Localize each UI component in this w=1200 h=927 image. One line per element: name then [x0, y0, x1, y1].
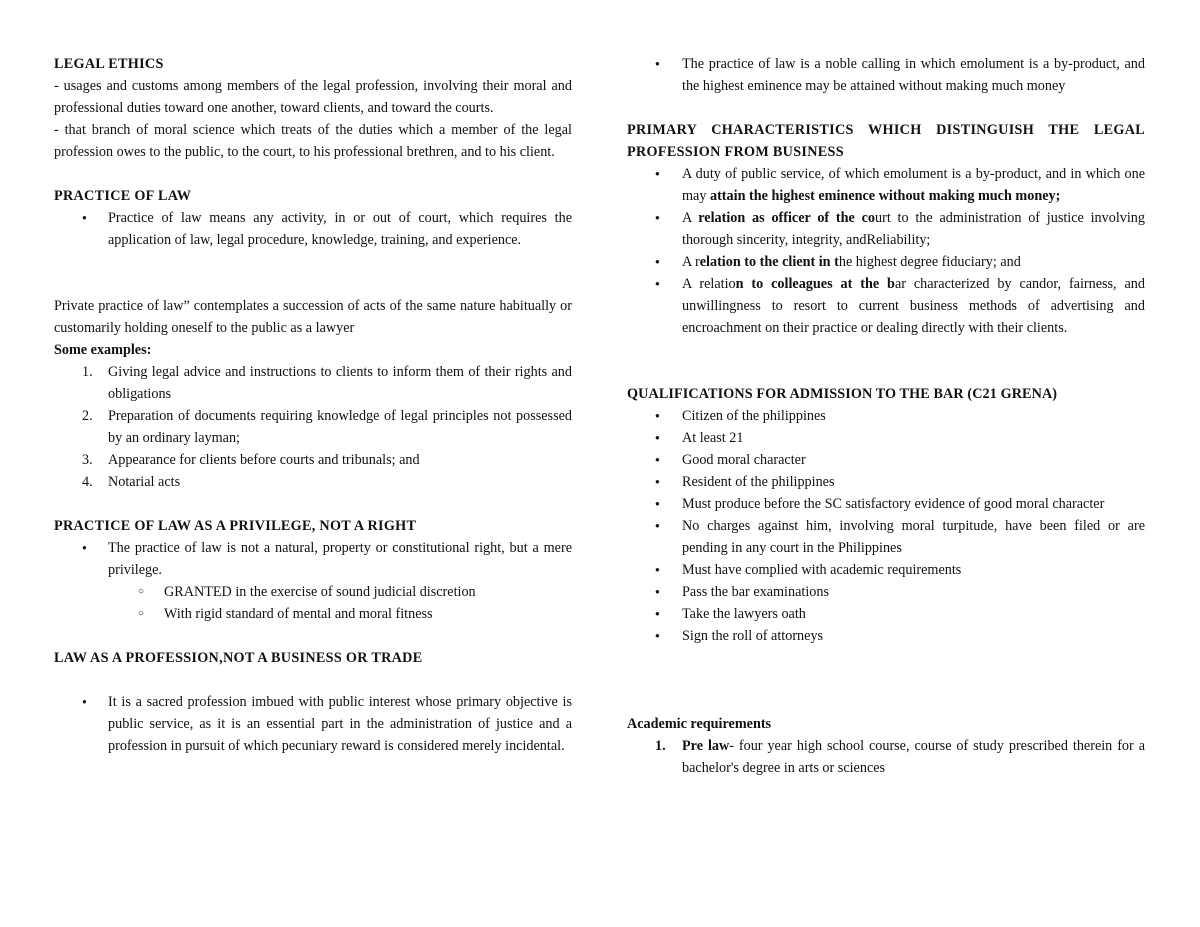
- sub-list-item: ○ With rigid standard of mental and moral fitness: [54, 603, 572, 625]
- list-item: ● At least 21: [627, 427, 1145, 449]
- list-item: ● Must produce before the SC satisfactory evidence of good moral character: [627, 493, 1145, 515]
- list-item: ● Take the lawyers oath: [627, 603, 1145, 625]
- practice-of-law-heading: PRACTICE OF LAW: [54, 188, 192, 204]
- list-item: ● Must have complied with academic requirements: [627, 559, 1145, 581]
- list-item: [627, 735, 1145, 779]
- item-bold-text: attain the highest eminence without making much money;: [709, 188, 1061, 204]
- list-item: ● Citizen of the philippines: [627, 405, 1145, 427]
- academic-list: [627, 735, 1145, 779]
- examples-label: Some examples:: [54, 342, 152, 358]
- list-item: [54, 361, 572, 405]
- item-bold-text: Pre law: [682, 738, 730, 754]
- list-item: ● The practice of law is a noble calling in which emolument is a by-product, and the highest eminence may be attained without making much money: [627, 53, 1145, 97]
- legal-ethics-definition-1: - usages and customs among members of the legal profession, involving their moral and professional duties toward one another, toward clients, and toward the courts.: [54, 78, 572, 116]
- list-item: ● Practice of law means any activity, in or out of court, which requires the application of law, legal procedure, knowledge, training, and experience.: [54, 207, 572, 251]
- privilege-heading: PRACTICE OF LAW AS A PRIVILEGE, NOT A RIGHT: [54, 518, 417, 534]
- list-item-text: Notarial acts: [108, 474, 181, 490]
- list-item: [627, 207, 1145, 251]
- characteristics-heading: PRIMARY CHARACTERISTICS WHICH DISTINGUISH THE LEGAL PROFESSION FROM BUSINESS: [627, 122, 1145, 160]
- list-number: 1.: [655, 738, 666, 754]
- practice-of-law-list: [54, 207, 572, 251]
- list-item: [54, 471, 572, 493]
- sub-list-item: ○ GRANTED in the exercise of sound judicial discretion: [54, 581, 572, 603]
- academic-heading: Academic requirements: [627, 716, 772, 732]
- item-text: A: [682, 210, 699, 226]
- list-item: [627, 251, 1145, 273]
- list-item-text: Preparation of documents requiring knowledge of legal principles not possessed by an ordinary layman;: [108, 408, 572, 446]
- list-item: [54, 405, 572, 449]
- item-bold-text: elation to the client in t: [699, 254, 839, 270]
- list-number: 2.: [82, 408, 93, 424]
- item-text: A duty of public service, of which emolument is a by-product, and in which one may: [682, 166, 1145, 204]
- characteristics-list: [627, 163, 1145, 339]
- list-item: ● The practice of law is not a natural, property or constitutional right, but a mere privilege.: [54, 537, 572, 581]
- list-item-text: Giving legal advice and instructions to clients to inform them of their rights and obligations: [108, 364, 572, 402]
- noble-calling-list: [627, 53, 1145, 97]
- list-item: ● Sign the roll of attorneys: [627, 625, 1145, 647]
- list-item: [627, 163, 1145, 207]
- list-item: ● Pass the bar examinations: [627, 581, 1145, 603]
- item-text: he highest degree fiduciary; and: [838, 254, 1021, 270]
- list-item: [627, 273, 1145, 339]
- privilege-sublist: [54, 581, 572, 625]
- list-number: 3.: [82, 452, 93, 468]
- item-text: A r: [682, 254, 700, 270]
- right-column: [627, 53, 1145, 779]
- left-column: [54, 53, 572, 757]
- item-text: A relatio: [682, 276, 736, 292]
- profession-list: [54, 691, 572, 757]
- profession-heading: LAW AS A PROFESSION,NOT A BUSINESS OR TRADE: [54, 650, 423, 666]
- item-text: urt to the administration of justice involving thorough sincerity, integrity, andReliability;: [682, 210, 1145, 248]
- legal-ethics-heading: LEGAL ETHICS: [54, 56, 164, 72]
- examples-list: [54, 361, 572, 493]
- item-text: ar characterized by candor, fairness, and unwillingness to resort to current business methods of advertising and encroachment on their practice or dealing directly with their clients.: [682, 276, 1145, 336]
- list-item: ● It is a sacred profession imbued with public interest whose primary objective is public service, as it is an essential part in the administration of justice and a profession in pursuit of which pecuniary reward is considered merely incidental.: [54, 691, 572, 757]
- list-item: ● No charges against him, involving moral turpitude, have been filed or are pending in any court in the Philippines: [627, 515, 1145, 559]
- item-bold-text: relation as officer of the co: [698, 210, 876, 226]
- legal-ethics-definition-2: - that branch of moral science which treats of the duties which a member of the legal profession owes to the public, to the court, to his professional brethren, and to his client.: [54, 122, 572, 160]
- item-text: - four year high school course, course of study prescribed therein for a bachelor's degree in arts or sciences: [682, 738, 1145, 776]
- qualifications-list: [627, 405, 1145, 647]
- privilege-list: [54, 537, 572, 581]
- qualifications-heading: QUALIFICATIONS FOR ADMISSION TO THE BAR (C21 GRENA): [627, 386, 1058, 402]
- item-bold-text: n to colleagues at the b: [735, 276, 895, 292]
- private-practice-text: Private practice of law” contemplates a succession of acts of the same nature habitually or customarily holding oneself to the public as a lawyer: [54, 298, 572, 336]
- list-item: ● Good moral character: [627, 449, 1145, 471]
- list-item: [54, 449, 572, 471]
- list-item-text: Appearance for clients before courts and tribunals; and: [108, 452, 420, 468]
- list-item: ● Resident of the philippines: [627, 471, 1145, 493]
- list-number: 4.: [82, 474, 93, 490]
- list-number: 1.: [82, 364, 93, 380]
